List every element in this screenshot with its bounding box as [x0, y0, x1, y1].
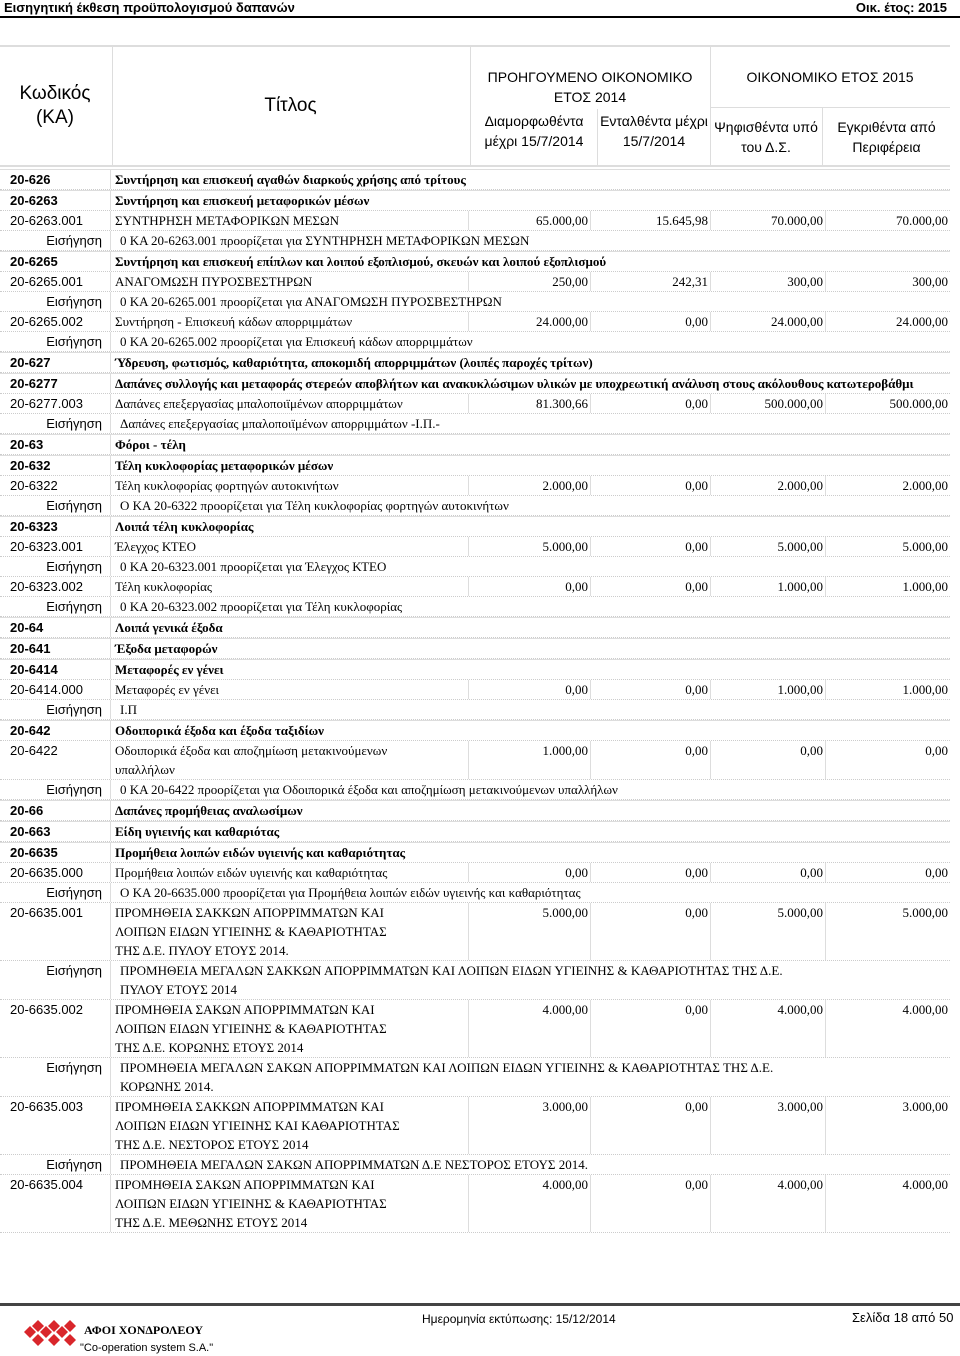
paid-amount: 0,00 [590, 476, 710, 495]
account-title: Δαπάνες συλλογής και μεταφοράς στερεών αποβλήτων και ανακυκλώσιμων υλικών με υποχρεωτική ανάλυση στους ακόλουθους κατωτεροβάθμι [110, 374, 950, 393]
account-code: 20-6414 [10, 662, 58, 677]
formed-amount: 2.000,00 [468, 476, 590, 495]
account-code: 20-6635.000 [10, 865, 84, 880]
recommendation-text: ΠΡΟΜΗΘΕΙΑ ΜΕΓΑΛΩΝ ΣΑΚΚΩΝ ΑΠΟΡΡΙΜΜΑΤΩΝ ΚΑΙ ΛΟΙΠΩΝ ΕΙΔΩΝ ΥΓΙΕΙΝΗΣ & ΚΑΘΑΡΙΟΤΗΤΑΣ ΤΗΣ Δ.Ε. ΠΥΛΟΥ ΕΤΟΥΣ 2014 [110, 961, 950, 999]
recommendation-label: Εισήγηση [46, 416, 102, 431]
recommendation-label: Εισήγηση [46, 1157, 102, 1172]
recommendation-text: 0 ΚΑ 20-6323.001 προορίζεται για Έλεγχος ΚΤΕΟ [110, 557, 950, 576]
recommendation-row [0, 496, 950, 516]
recommendation-label: Εισήγηση [46, 599, 102, 614]
approved-amount: 70.000,00 [825, 211, 950, 230]
recommendation-label: Εισήγηση [46, 334, 102, 349]
account-code: 20-6265.002 [10, 314, 84, 329]
account-title: Έξοδα μεταφορών [110, 639, 950, 658]
recommendation-text: 0 ΚΑ 20-6265.002 προορίζεται για Επισκευή κάδων απορριμμάτων [110, 332, 950, 351]
recommendation-text: 0 ΚΑ 20-6422 προορίζεται για Οδοιπορικά έξοδα και αποζημίωση μετακινούμενων υπαλλήλων [110, 780, 950, 799]
approved-amount: 300,00 [825, 272, 950, 291]
group-row [0, 434, 950, 455]
paid-amount: 0,00 [590, 1175, 710, 1232]
paid-amount: 0,00 [590, 312, 710, 331]
account-code: 20-642 [10, 723, 51, 738]
account-code: 20-6635.002 [10, 1002, 84, 1017]
formed-amount: 3.000,00 [468, 1097, 590, 1154]
budget-line-row [0, 863, 950, 883]
group-row [0, 659, 950, 680]
account-title: Λοιπά γενικά έξοδα [110, 618, 950, 637]
approved-amount: 5.000,00 [825, 537, 950, 556]
account-code: 20-6277 [10, 376, 58, 391]
col-cur-year: ΟΙΚΟΝΟΜΙΚΟ ΕΤΟΣ 2015 [746, 69, 914, 85]
account-title: Συντήρηση και επισκευή μεταφορικών μέσων [110, 191, 950, 210]
approved-amount: 3.000,00 [825, 1097, 950, 1154]
formed-amount: 1.000,00 [468, 741, 590, 779]
recommendation-row [0, 332, 950, 352]
voted-amount: 500.000,00 [710, 394, 825, 413]
account-code: 20-6323.002 [10, 579, 84, 594]
paid-amount: 0,00 [590, 741, 710, 779]
account-code: 20-627 [10, 355, 51, 370]
account-title: Τέλη κυκλοφορίας μεταφορικών μέσων [110, 456, 950, 475]
footer-rule [0, 1303, 960, 1306]
group-row [0, 373, 950, 394]
account-code: 20-626 [10, 172, 51, 187]
recommendation-text: 0 ΚΑ 20-6265.001 προορίζεται για ΑΝΑΓΟΜΩΣΗ ΠΥΡΟΣΒΕΣΤΗΡΩΝ [110, 292, 950, 311]
account-title: Δαπάνες επεξεργασίας μπαλοποιϊμένων απορριμμάτων [110, 394, 468, 413]
recommendation-label: Εισήγηση [46, 498, 102, 513]
group-row [0, 352, 950, 373]
recommendation-label: Εισήγηση [46, 963, 102, 978]
account-title: Λοιπά τέλη κυκλοφορίας [110, 517, 950, 536]
voted-amount: 300,00 [710, 272, 825, 291]
account-title: Ύδρευση, φωτισμός, καθαριότητα, αποκομιδή απορριμμάτων (λοιπές παροχές τρίτων) [110, 353, 950, 372]
paid-amount: 0,00 [590, 680, 710, 699]
approved-amount: 500.000,00 [825, 394, 950, 413]
budget-line-row [0, 1175, 950, 1233]
account-code: 20-663 [10, 824, 51, 839]
recommendation-text: ΠΡΟΜΗΘΕΙΑ ΜΕΓΑΛΩΝ ΣΑΚΩΝ ΑΠΟΡΡΙΜΜΑΤΩΝ Δ.Ε ΝΕΣΤΟΡΟΣ ΕΤΟΥΣ 2014. [110, 1155, 950, 1174]
voted-amount: 24.000,00 [710, 312, 825, 331]
voted-amount: 4.000,00 [710, 1000, 825, 1057]
recommendation-row [0, 292, 950, 312]
account-code: 20-6635.003 [10, 1099, 84, 1114]
account-code: 20-6635.004 [10, 1177, 84, 1192]
recommendation-text: Ι.Π [110, 700, 950, 719]
formed-amount: 4.000,00 [468, 1000, 590, 1057]
formed-amount: 81.300,66 [468, 394, 590, 413]
recommendation-row [0, 557, 950, 577]
recommendation-label: Εισήγηση [46, 294, 102, 309]
budget-line-row [0, 537, 950, 557]
col-voted: Ψηφισθέντα υπό του Δ.Σ. [714, 119, 818, 155]
account-title: Συντήρηση και επισκευή αγαθών διαρκούς χρήσης από τρίτους [110, 170, 950, 189]
group-row [0, 251, 950, 272]
recommendation-row [0, 414, 950, 434]
paid-amount: 0,00 [590, 577, 710, 596]
report-header [0, 0, 960, 16]
account-code: 20-6422 [10, 743, 58, 758]
formed-amount: 0,00 [468, 680, 590, 699]
recommendation-row [0, 597, 950, 617]
budget-line-row [0, 680, 950, 700]
account-title: ΣΥΝΤΗΡΗΣΗ ΜΕΤΑΦΟΡΙΚΩΝ ΜΕΣΩΝ [110, 211, 468, 230]
group-row [0, 800, 950, 821]
recommendation-row [0, 883, 950, 903]
col-formed: Διαμορφωθέντα μέχρι 15/7/2014 [484, 113, 584, 149]
recommendation-text: Δαπάνες επεξεργασίας μπαλοποιϊμένων απορριμμάτων -Ι.Π.- [110, 414, 950, 433]
recommendation-row [0, 1155, 950, 1175]
account-title: Τέλη κυκλοφορίας [110, 577, 468, 596]
group-row [0, 821, 950, 842]
paid-amount: 0,00 [590, 537, 710, 556]
account-code: 20-6322 [10, 478, 58, 493]
account-title: ΑΝΑΓΟΜΩΣΗ ΠΥΡΟΣΒΕΣΤΗΡΩΝ [110, 272, 468, 291]
approved-amount: 1.000,00 [825, 680, 950, 699]
paid-amount: 0,00 [590, 863, 710, 882]
account-code: 20-6265 [10, 254, 58, 269]
approved-amount: 4.000,00 [825, 1000, 950, 1057]
account-code: 20-6323 [10, 519, 58, 534]
account-code: 20-6635 [10, 845, 58, 860]
account-title: Συντήρηση - Επισκευή κάδων απορριμμάτων [110, 312, 468, 331]
account-title: Προμήθεια λοιπών ειδών υγιεινής και καθαριότητας [110, 863, 468, 882]
account-code: 20-6263 [10, 193, 58, 208]
voted-amount: 2.000,00 [710, 476, 825, 495]
voted-amount: 0,00 [710, 741, 825, 779]
budget-line-row [0, 577, 950, 597]
recommendation-row [0, 231, 950, 251]
approved-amount: 0,00 [825, 741, 950, 779]
group-row [0, 169, 950, 190]
account-code: 20-63 [10, 437, 44, 452]
col-prev-year: ΠΡΟΗΓΟΥΜΕΝΟ ΟΙΚΟΝΟΜΙΚΟ ΕΤΟΣ 2014 [487, 69, 693, 105]
paid-amount: 0,00 [590, 903, 710, 960]
account-code: 20-6414.000 [10, 682, 84, 697]
approved-amount: 24.000,00 [825, 312, 950, 331]
account-title: Δαπάνες προμήθειας αναλωσίμων [110, 801, 950, 820]
formed-amount: 5.000,00 [468, 537, 590, 556]
col-approved: Εγκριθέντα από Περιφέρεια [837, 119, 936, 155]
report-title: Εισηγητική έκθεση προϋπολογισμού δαπανών [4, 0, 295, 15]
voted-amount: 1.000,00 [710, 680, 825, 699]
recommendation-row [0, 780, 950, 800]
approved-amount: 4.000,00 [825, 1175, 950, 1232]
account-code: 20-64 [10, 620, 44, 635]
budget-line-row [0, 741, 950, 780]
group-row [0, 617, 950, 638]
account-title: ΠΡΟΜΗΘΕΙΑ ΣΑΚΩΝ ΑΠΟΡΡΙΜΜΑΤΩΝ ΚΑΙ ΛΟΙΠΩΝ ΕΙΔΩΝ ΥΓΙΕΙΝΗΣ & ΚΑΘΑΡΙΟΤΗΤΑΣ ΤΗΣ Δ.Ε. ΚΟΡΩΝΗΣ ΕΤΟΥΣ 2014 [110, 1000, 468, 1057]
voted-amount: 70.000,00 [710, 211, 825, 230]
group-row [0, 455, 950, 476]
group-row [0, 516, 950, 537]
approved-amount: 5.000,00 [825, 903, 950, 960]
approved-amount: 2.000,00 [825, 476, 950, 495]
paid-amount: 242,31 [590, 272, 710, 291]
account-title: Οδοιπορικά έξοδα και αποζημίωση μετακινούμενων υπαλλήλων [110, 741, 468, 779]
formed-amount: 24.000,00 [468, 312, 590, 331]
voted-amount: 0,00 [710, 863, 825, 882]
voted-amount: 1.000,00 [710, 577, 825, 596]
budget-line-row [0, 903, 950, 961]
header-rule [0, 16, 960, 18]
table-header [0, 45, 950, 167]
group-row [0, 720, 950, 741]
formed-amount: 65.000,00 [468, 211, 590, 230]
paid-amount: 0,00 [590, 1097, 710, 1154]
recommendation-row [0, 961, 950, 1000]
group-row [0, 842, 950, 863]
account-title: ΠΡΟΜΗΘΕΙΑ ΣΑΚΚΩΝ ΑΠΟΡΡΙΜΜΑΤΩΝ ΚΑΙ ΛΟΙΠΩΝ ΕΙΔΩΝ ΥΓΙΕΙΝΗΣ & ΚΑΘΑΡΙΟΤΗΤΑΣ ΤΗΣ Δ.Ε. ΠΥΛΟΥ ΕΤΟΥΣ 2014. [110, 903, 468, 960]
recommendation-label: Εισήγηση [46, 885, 102, 900]
paid-amount: 0,00 [590, 394, 710, 413]
account-title: ΠΡΟΜΗΘΕΙΑ ΣΑΚΩΝ ΑΠΟΡΡΙΜΜΑΤΩΝ ΚΑΙ ΛΟΙΠΩΝ ΕΙΔΩΝ ΥΓΙΕΙΝΗΣ & ΚΑΘΑΡΙΟΤΗΤΑΣ ΤΗΣ Δ.Ε. ΜΕΘΩΝΗΣ ΕΤΟΥΣ 2014 [110, 1175, 468, 1232]
budget-line-row [0, 1097, 950, 1155]
paid-amount: 0,00 [590, 1000, 710, 1057]
formed-amount: 0,00 [468, 577, 590, 596]
col-paid: Ενταλθέντα μέχρι 15/7/2014 [600, 113, 708, 149]
account-code: 20-66 [10, 803, 44, 818]
voted-amount: 3.000,00 [710, 1097, 825, 1154]
account-code: 20-6323.001 [10, 539, 84, 554]
voted-amount: 4.000,00 [710, 1175, 825, 1232]
company-name: ΑΦΟΙ ΧΟΝΔΡΟΛΕΟΥ [84, 1323, 204, 1337]
formed-amount: 5.000,00 [468, 903, 590, 960]
account-code: 20-6635.001 [10, 905, 84, 920]
budget-line-row [0, 312, 950, 332]
voted-amount: 5.000,00 [710, 537, 825, 556]
account-code: 20-6265.001 [10, 274, 84, 289]
budget-table-body [0, 169, 950, 1233]
recommendation-label: Εισήγηση [46, 559, 102, 574]
account-title: Μεταφορές εν γένει [110, 660, 950, 679]
account-title: Οδοιπορικά έξοδα και έξοδα ταξιδίων [110, 721, 950, 740]
formed-amount: 0,00 [468, 863, 590, 882]
budget-line-row [0, 1000, 950, 1058]
col-title: Τίτλος [264, 95, 317, 116]
account-title: Μεταφορές εν γένει [110, 680, 468, 699]
account-title: Συντήρηση και επισκευή επίπλων και λοιπού εξοπλισμού, σκευών και λοιπού εξοπλισμού [110, 252, 950, 271]
print-date: Ημερομηνία εκτύπωσης: 15/12/2014 [422, 1312, 616, 1326]
recommendation-text: Ο ΚΑ 20-6322 προορίζεται για Τέλη κυκλοφορίας φορτηγών αυτοκινήτων [110, 496, 950, 515]
account-code: 20-6263.001 [10, 213, 84, 228]
account-title: ΠΡΟΜΗΘΕΙΑ ΣΑΚΚΩΝ ΑΠΟΡΡΙΜΜΑΤΩΝ ΚΑΙ ΛΟΙΠΩΝ ΕΙΔΩΝ ΥΓΙΕΙΝΗΣ ΚΑΙ ΚΑΘΑΡΙΟΤΗΤΑΣ ΤΗΣ Δ.Ε. ΝΕΣΤΟΡΟΣ ΕΤΟΥΣ 2014 [110, 1097, 468, 1154]
recommendation-text: Ο ΚΑ 20-6635.000 προορίζεται για Προμήθεια λοιπών ειδών υγιεινής και καθαριότητας [110, 883, 950, 902]
recommendation-text: ΠΡΟΜΗΘΕΙΑ ΜΕΓΑΛΩΝ ΣΑΚΩΝ ΑΠΟΡΡΙΜΜΑΤΩΝ ΚΑΙ ΛΟΙΠΩΝ ΕΙΔΩΝ ΥΓΙΕΙΝΗΣ & ΚΑΘΑΡΙΟΤΗΤΑΣ ΤΗΣ Δ.Ε. ΚΟΡΩΝΗΣ 2014. [110, 1058, 950, 1096]
approved-amount: 0,00 [825, 863, 950, 882]
col-code: Κωδικός (ΚΑ) [19, 83, 91, 128]
account-title: Προμήθεια λοιπών ειδών υγιεινής και καθαριότητας [110, 843, 950, 862]
account-code: 20-632 [10, 458, 51, 473]
recommendation-label: Εισήγηση [46, 233, 102, 248]
approved-amount: 1.000,00 [825, 577, 950, 596]
account-title: Φόροι - τέλη [110, 435, 950, 454]
page-number: Σελίδα 18 από 50 [852, 1310, 954, 1325]
recommendation-text: 0 ΚΑ 20-6263.001 προορίζεται για ΣΥΝΤΗΡΗΣΗ ΜΕΤΑΦΟΡΙΚΩΝ ΜΕΣΩΝ [110, 231, 950, 250]
paid-amount: 15.645,98 [590, 211, 710, 230]
recommendation-row [0, 1058, 950, 1097]
recommendation-row [0, 700, 950, 720]
account-title: Είδη υγιεινής και καθαριότας [110, 822, 950, 841]
budget-line-row [0, 211, 950, 231]
budget-line-row [0, 394, 950, 414]
group-row [0, 190, 950, 211]
group-row [0, 638, 950, 659]
account-title: Έλεγχος ΚΤΕΟ [110, 537, 468, 556]
formed-amount: 4.000,00 [468, 1175, 590, 1232]
recommendation-label: Εισήγηση [46, 702, 102, 717]
account-title: Τέλη κυκλοφορίας φορτηγών αυτοκινήτων [110, 476, 468, 495]
fiscal-year: Οικ. έτος: 2015 [855, 0, 947, 15]
account-code: 20-6277.003 [10, 396, 84, 411]
budget-line-row [0, 272, 950, 292]
budget-line-row [0, 476, 950, 496]
voted-amount: 5.000,00 [710, 903, 825, 960]
recommendation-text: 0 ΚΑ 20-6323.002 προορίζεται για Τέλη κυκλοφορίας [110, 597, 950, 616]
recommendation-label: Εισήγηση [46, 1060, 102, 1075]
formed-amount: 250,00 [468, 272, 590, 291]
account-code: 20-641 [10, 641, 51, 656]
company-logo-icon [20, 1318, 82, 1350]
company-tagline: "Co-operation system S.A." [80, 1342, 214, 1354]
recommendation-label: Εισήγηση [46, 782, 102, 797]
